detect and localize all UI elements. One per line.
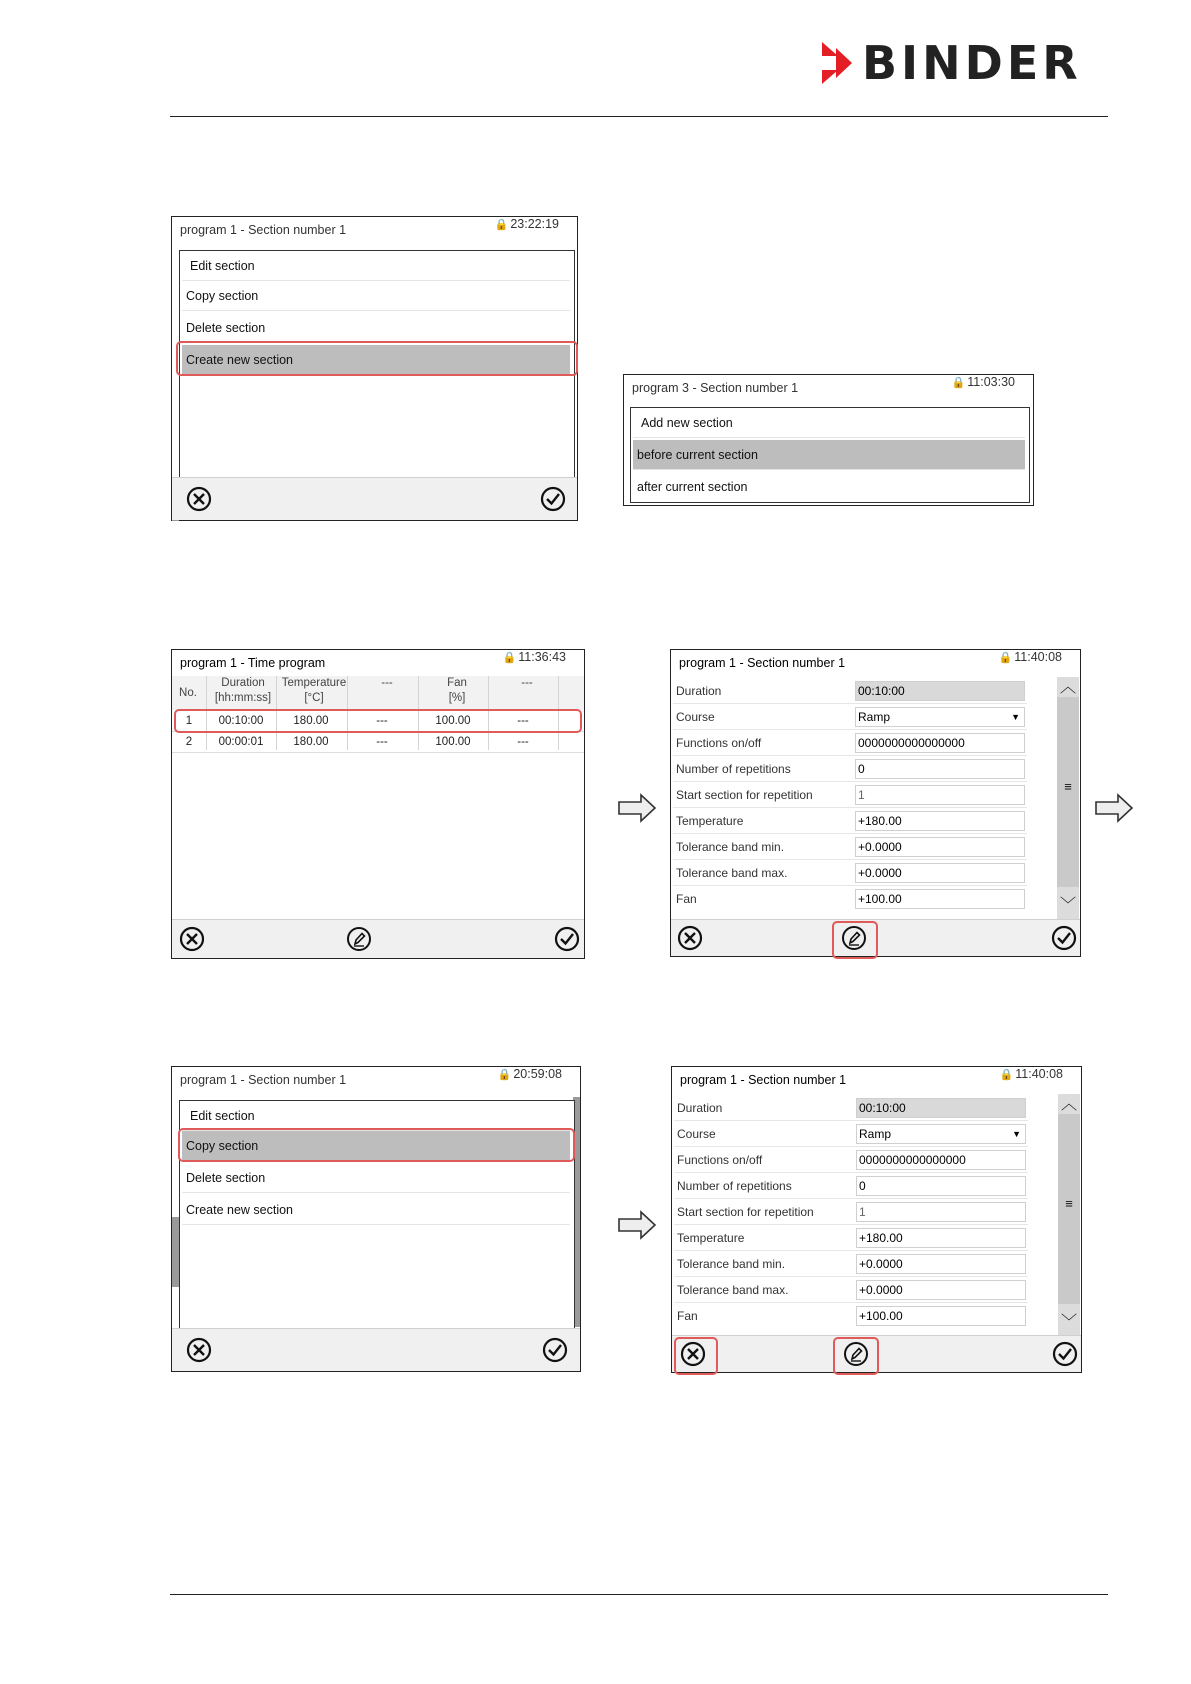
table-row[interactable] <box>172 732 584 753</box>
param-value-duration[interactable]: 00:10:00 <box>855 681 1025 701</box>
highlight-frame <box>174 709 582 733</box>
row-divider <box>674 1120 1028 1121</box>
add-section-menu <box>630 407 1030 503</box>
param-label-repetitions: Number of repetitions <box>676 762 791 776</box>
cell-temperature: 180.00 <box>293 715 329 727</box>
cancel-button[interactable] <box>677 925 703 951</box>
confirm-button[interactable] <box>554 926 580 952</box>
highlight-frame <box>178 1128 575 1162</box>
cell-fan: 100.00 <box>435 736 471 748</box>
param-label-fan: Fan <box>677 1309 698 1323</box>
menu-item-edit-section[interactable]: Edit section <box>182 1101 570 1131</box>
arrow-right-icon <box>617 1210 657 1240</box>
cell-temperature: 180.00 <box>293 736 329 748</box>
button-bar <box>172 477 577 520</box>
param-label-tolerance-min: Tolerance band min. <box>677 1257 786 1271</box>
cancel-button[interactable] <box>186 1337 212 1363</box>
scroll-handle-icon: ≡ <box>1064 779 1072 794</box>
row-divider <box>674 1146 1028 1147</box>
row-divider <box>673 729 1027 730</box>
menu-item-copy-section[interactable]: Copy section <box>182 1131 570 1161</box>
brand-name: BINDER <box>862 36 1082 90</box>
param-label-course: Course <box>676 710 715 724</box>
clock: 🔒 11:40:08 <box>998 650 1062 664</box>
binder-logo <box>818 36 1108 90</box>
lock-icon: 🔒 <box>999 1069 1014 1081</box>
clock: 🔒 11:03:30 <box>951 375 1015 389</box>
scroll-down-icon[interactable]: ﹀ <box>1059 897 1076 914</box>
cell-no: 2 <box>185 736 193 748</box>
param-select-course[interactable]: Ramp ▼ <box>855 707 1025 727</box>
screen-title: program 1 - Section number 1 <box>180 1073 347 1087</box>
param-value-repetitions[interactable]: 0 <box>856 1176 1026 1196</box>
screen-title: program 1 - Section number 1 <box>679 656 846 670</box>
screen-section-params-copy <box>671 1066 1082 1373</box>
param-value-start-section[interactable]: 1 <box>855 785 1025 805</box>
button-bar <box>172 1328 580 1371</box>
screen-title: program 1 - Time program <box>180 656 326 670</box>
row-divider <box>674 1198 1028 1199</box>
row-divider <box>673 807 1027 808</box>
screen-add-new-section <box>623 374 1034 506</box>
param-label-start-section: Start section for repetition <box>676 788 813 802</box>
menu-title-add-new-section: Add new section <box>633 408 1025 438</box>
row-divider <box>674 1250 1028 1251</box>
scroll-up-icon[interactable]: ︿ <box>1060 1096 1077 1113</box>
col-header-temperature: Temperature [°C] <box>281 677 347 704</box>
param-value-tolerance-min[interactable]: +0.0000 <box>855 837 1025 857</box>
param-value-temperature[interactable]: +180.00 <box>855 811 1025 831</box>
row-divider <box>673 703 1027 704</box>
confirm-icon <box>542 1337 568 1363</box>
cell-no: 1 <box>185 715 193 727</box>
screen-section-params <box>670 649 1081 957</box>
menu-item-create-new-section[interactable]: Create new section <box>182 345 570 375</box>
scroll-up-icon[interactable]: ︿ <box>1059 679 1076 696</box>
highlight-frame <box>674 1337 718 1375</box>
confirm-button[interactable] <box>540 486 566 512</box>
dropdown-icon: ▼ <box>1011 712 1020 722</box>
param-label-functions: Functions on/off <box>677 1153 763 1167</box>
screen-title: program 1 - Section number 1 <box>180 223 347 237</box>
cancel-button[interactable] <box>179 926 205 952</box>
confirm-icon <box>540 486 566 512</box>
param-label-tolerance-min: Tolerance band min. <box>676 840 785 854</box>
menu-item-edit-section[interactable]: Edit section <box>182 251 570 281</box>
param-label-fan: Fan <box>676 892 697 906</box>
row-divider <box>673 859 1027 860</box>
confirm-button[interactable] <box>1051 925 1077 951</box>
lock-icon: 🔒 <box>951 377 966 389</box>
dropdown-icon: ▼ <box>1012 1129 1021 1139</box>
edge-strip <box>172 1217 179 1287</box>
param-value-functions[interactable]: 0000000000000000 <box>856 1150 1026 1170</box>
menu-item-create-new-section[interactable]: Create new section <box>182 1195 570 1225</box>
cell-empty-1: --- <box>376 736 388 748</box>
screen-time-program <box>171 649 585 959</box>
confirm-icon <box>554 926 580 952</box>
row-divider <box>673 885 1027 886</box>
param-value-temperature[interactable]: +180.00 <box>856 1228 1026 1248</box>
cell-duration: 00:00:01 <box>218 736 264 748</box>
clock: 🔒 11:36:43 <box>502 650 566 664</box>
highlight-frame <box>176 341 578 376</box>
screen-menu-create <box>171 216 578 521</box>
binder-logo-icon <box>818 40 856 86</box>
button-bar <box>172 919 584 958</box>
param-value-fan[interactable]: +100.00 <box>855 889 1025 909</box>
row-divider <box>673 833 1027 834</box>
param-value-repetitions[interactable]: 0 <box>855 759 1025 779</box>
row-divider <box>674 1172 1028 1173</box>
confirm-icon <box>1052 1341 1078 1367</box>
lock-icon: 🔒 <box>497 1069 512 1081</box>
param-value-duration[interactable]: 00:10:00 <box>856 1098 1026 1118</box>
param-label-temperature: Temperature <box>676 814 744 828</box>
lock-icon: 🔒 <box>998 652 1013 664</box>
scrollbar[interactable] <box>1057 677 1079 919</box>
menu-item-copy-section[interactable]: Copy section <box>182 281 570 311</box>
menu-item-delete-section[interactable]: Delete section <box>182 1163 570 1193</box>
param-label-duration: Duration <box>676 684 722 698</box>
param-value-tolerance-max[interactable]: +0.0000 <box>855 863 1025 883</box>
arrow-right-icon <box>1094 793 1134 823</box>
screen-title: program 3 - Section number 1 <box>632 381 799 395</box>
col-header-duration: Duration [hh:mm:ss] <box>214 677 272 704</box>
param-value-tolerance-max[interactable]: +0.0000 <box>856 1280 1026 1300</box>
param-label-tolerance-max: Tolerance band max. <box>677 1283 789 1297</box>
row-divider <box>673 755 1027 756</box>
cancel-icon <box>677 925 703 951</box>
param-label-start-section: Start section for repetition <box>677 1205 814 1219</box>
param-label-repetitions: Number of repetitions <box>677 1179 792 1193</box>
param-value-start-section[interactable]: 1 <box>856 1202 1026 1222</box>
cancel-icon <box>186 486 212 512</box>
param-value-tolerance-min[interactable]: +0.0000 <box>856 1254 1026 1274</box>
param-label-duration: Duration <box>677 1101 723 1115</box>
header-rule <box>170 116 1108 117</box>
scroll-down-icon[interactable]: ﹀ <box>1060 1314 1077 1331</box>
screen-menu-copy <box>171 1066 581 1372</box>
cancel-button[interactable] <box>186 486 212 512</box>
cancel-icon <box>179 926 205 952</box>
confirm-button[interactable] <box>542 1337 568 1363</box>
cell-empty-1: --- <box>376 715 388 727</box>
highlight-frame <box>832 921 878 959</box>
screen-title: program 1 - Section number 1 <box>680 1073 847 1087</box>
menu-item-delete-section[interactable]: Delete section <box>182 313 570 343</box>
highlight-frame <box>833 1337 879 1375</box>
param-label-functions: Functions on/off <box>676 736 762 750</box>
edit-button[interactable] <box>346 926 372 952</box>
param-label-tolerance-max: Tolerance band max. <box>676 866 788 880</box>
lock-icon: 🔒 <box>502 652 517 664</box>
menu-item-after-current-section[interactable]: after current section <box>637 480 748 494</box>
param-label-temperature: Temperature <box>677 1231 745 1245</box>
col-header-empty-1: --- <box>381 677 393 689</box>
cell-duration: 00:10:00 <box>218 715 264 727</box>
cell-empty-2: --- <box>517 736 529 748</box>
cell-fan: 100.00 <box>435 715 471 727</box>
param-value-fan[interactable]: +100.00 <box>856 1306 1026 1326</box>
clock: 🔒 11:40:08 <box>999 1067 1063 1081</box>
scroll-handle-icon: ≡ <box>1065 1196 1073 1211</box>
row-divider <box>674 1224 1028 1225</box>
param-value-functions[interactable]: 0000000000000000 <box>855 733 1025 753</box>
lock-icon: 🔒 <box>494 219 509 231</box>
scrollbar[interactable] <box>1058 1094 1080 1336</box>
edit-icon <box>346 926 372 952</box>
param-label-course: Course <box>677 1127 716 1141</box>
clock: 🔒 20:59:08 <box>497 1067 562 1081</box>
row-divider <box>673 781 1027 782</box>
col-header-fan: Fan [%] <box>447 677 467 704</box>
row-divider <box>674 1302 1028 1303</box>
arrow-right-icon <box>617 793 657 823</box>
col-header-empty-2: --- <box>521 677 533 689</box>
param-select-course[interactable]: Ramp ▼ <box>856 1124 1026 1144</box>
menu-item-before-current-section[interactable]: before current section <box>633 440 1025 470</box>
confirm-button[interactable] <box>1052 1341 1078 1367</box>
confirm-icon <box>1051 925 1077 951</box>
cell-empty-2: --- <box>517 715 529 727</box>
clock: 🔒 23:22:19 <box>494 217 559 231</box>
col-header-no: No. <box>179 687 197 699</box>
cancel-icon <box>186 1337 212 1363</box>
row-divider <box>674 1276 1028 1277</box>
footer-rule <box>170 1594 1108 1595</box>
